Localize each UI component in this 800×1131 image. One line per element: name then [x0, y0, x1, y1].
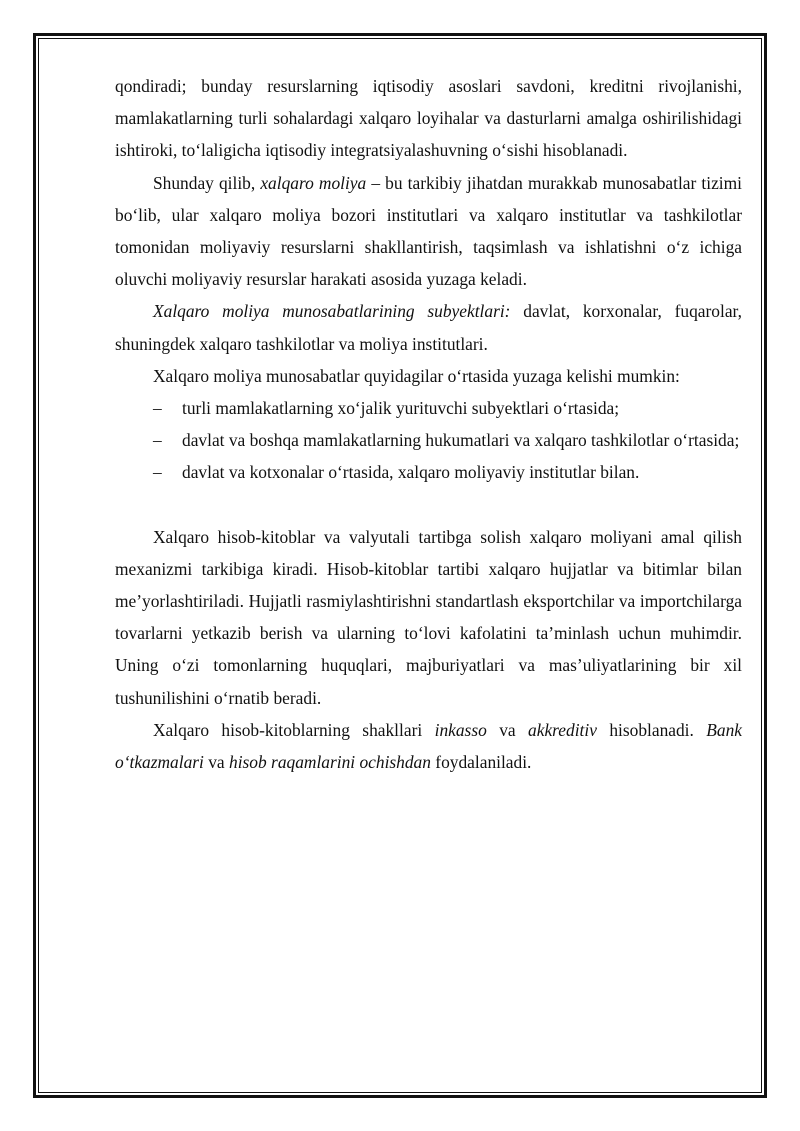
italic-term: Xalqaro moliya munosabatlarining subyektlari: [153, 301, 511, 322]
text-segment: davlat va kotxonalar o‘rtasida, xalqaro moliyaviy institutlar bilan. [182, 462, 640, 483]
text-segment: hisoblanadi. [596, 719, 707, 740]
text-segment: va [203, 752, 230, 773]
italic-term: hisob raqamlarini ochishdan [229, 752, 431, 773]
text-segment: davlat, korxonalar, fuqarolar, shuningdek xalqaro tashkilotlar va moliya institutlari. [115, 301, 742, 354]
paragraph-list-intro [115, 360, 742, 392]
italic-term: xalqaro moliya [260, 172, 367, 193]
italic-term: inkasso [434, 719, 487, 740]
text-segment: va [486, 719, 529, 740]
paragraph-spacer [115, 489, 742, 521]
text-segment: Xalqaro hisob-kitoblarning shakllari [153, 719, 435, 740]
dash-bullet: – [153, 398, 162, 419]
text-segment: turli mamlakatlarning xo‘jalik yurituvchi subyektlari o‘rtasida; [182, 398, 620, 419]
list-item [115, 392, 742, 424]
paragraph-continuation [115, 70, 742, 167]
text-segment: davlat va boshqa mamlakatlarning hukumatlari va xalqaro tashkilotlar o‘rtasida; [182, 430, 740, 451]
text-segment: Xalqaro hisob-kitoblar va valyutali tartibga solish xalqaro moliyani amal qilish mexanizmi tarkibiga kiradi. Hisob-kitoblar tartibi xalqaro hujjatlar va bitimlar bilan me’yorlashtiriladi. Hujjatli rasmiylashtirishni standartlash eksportchilar va importchilarga tovarlarni yetkazib berish va ularning to‘lovi kafolatini ta’minlash uchun muhimdir. Uning o‘zi tomonlarning huquqlari, majburiyatlari va mas’uliyatlarining bir xil tushunilishini o‘rnatib beradi. [115, 526, 742, 708]
paragraph-subjects [115, 295, 742, 359]
list-item [115, 424, 742, 456]
paragraph-forms [115, 714, 742, 778]
paragraph-settlements [115, 521, 742, 714]
italic-term: akkreditiv [528, 719, 597, 740]
dash-bullet: – [153, 430, 162, 451]
text-segment: foydalaniladi. [430, 752, 532, 773]
text-segment: – bu tarkibiy jihatdan murakkab munosabatlar tizimi bo‘lib, ular xalqaro moliya bozori institutlari va xalqaro institutlar va tashkilotlar tomonidan moliyaviy resurslarni shakllantirish, taqsimlash va ishlatishni o‘z ichiga oluvchi moliyaviy resurslar harakati asosida yuzaga keladi. [115, 172, 742, 290]
text-segment: Xalqaro moliya munosabatlar quyidagilar o‘rtasida yuzaga kelishi mumkin: [153, 365, 680, 386]
paragraph-definition [115, 167, 742, 296]
text-segment: qondiradi; bunday resurslarning iqtisodiy asoslari savdoni, kreditni rivojlanishi, mamlakatlarning turli sohalardagi xalqaro loyihalar va dasturlarni amalga oshirilishidagi ishtiroki, to‘laligicha iqtisodiy integratsiyalashuvning o‘sishi hisoblanadi. [115, 76, 742, 161]
list-item [115, 456, 742, 488]
text-segment: Shunday qilib, [153, 172, 261, 193]
document-body [115, 70, 742, 778]
dash-bullet: – [153, 462, 162, 483]
italic-term: Bank o‘tkazmalari [115, 719, 742, 773]
